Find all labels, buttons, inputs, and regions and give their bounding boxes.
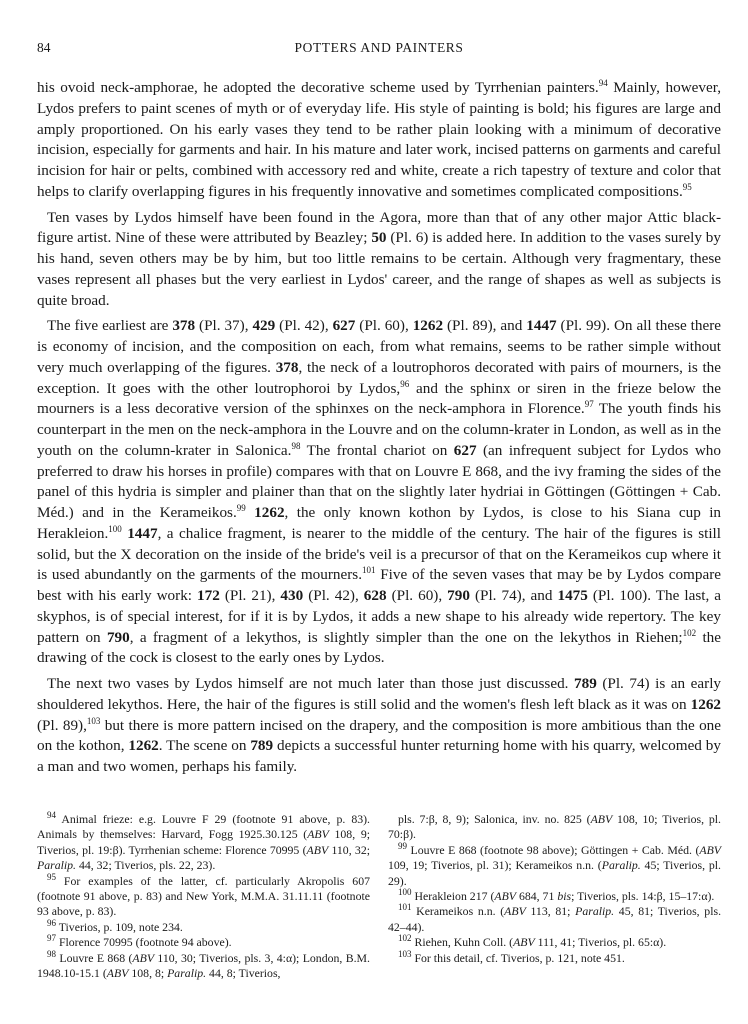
footnote-marker: 94 bbox=[598, 77, 608, 88]
catalogue-number: 790 bbox=[106, 628, 130, 646]
footnote bbox=[388, 904, 721, 935]
footnotes bbox=[37, 812, 721, 981]
text-run: 111, 41; Tiverios, pl. 65:α). bbox=[534, 935, 667, 950]
catalogue-number: 1447 bbox=[526, 317, 557, 335]
text-run: the drawing of the cock is closest to the early ones by Lydos. bbox=[37, 628, 721, 667]
text-run: (Pl. 74), and bbox=[469, 587, 558, 604]
text-run: 113, 81; bbox=[525, 904, 576, 919]
text-run: (Pl. 42), bbox=[275, 317, 333, 335]
footnote-marker: 97 bbox=[47, 933, 56, 944]
italic-text: ABV bbox=[590, 812, 613, 826]
italic-text: Paralip. bbox=[601, 858, 641, 873]
footnote-marker: 96 bbox=[400, 378, 410, 389]
footnote-marker: 99 bbox=[236, 502, 246, 513]
catalogue-number: 627 bbox=[453, 441, 477, 459]
text-run: Mainly, however, Lydos prefers to paint scenes of myth or of everyday life. His style of painting is bold; his figures are large and amply proportioned. On his early vases they tend to be rather plain looking with a minimum of decorative incision, especially for garments and hair. In his mature and later work, incised patterns on garments and careful incision for hair or pelts, combined with accessory red and white, create a rich tapestry of texture and color that helps to clarify overlapping figures in his frequently innovative and sometimes complicated compositions. bbox=[37, 79, 721, 200]
text-run: Animal frieze: e.g. Louvre F 29 (footnote 91 above, p. 83). Animals by themselves: Harvard, Fogg 1925.30.125 ( bbox=[37, 812, 370, 842]
text-run: (Pl. 99). On all these there is economy of incision, and the composition on each, from what remains, seems to be rather simple without very much overlapping of the figures. bbox=[37, 317, 722, 376]
page bbox=[37, 40, 721, 783]
italic-text: ABV bbox=[306, 842, 329, 857]
text-run: The five earliest are bbox=[47, 317, 173, 335]
footnotes-left-column bbox=[37, 812, 370, 981]
text-run: (Pl. 89), bbox=[37, 716, 87, 734]
text-run: (Pl. 89), and bbox=[443, 317, 527, 335]
footnote-marker: 99 bbox=[398, 840, 407, 851]
italic-text: Paralip. bbox=[575, 904, 615, 919]
italic-text: ABV bbox=[494, 889, 517, 904]
footnote-marker: 95 bbox=[682, 181, 692, 192]
text-run: (Pl. 37), bbox=[195, 317, 253, 335]
text-run: Riehen, Kuhn Coll. ( bbox=[411, 935, 514, 950]
italic-text: bis bbox=[557, 889, 572, 904]
text-run: , a fragment of a lekythos, is slightly simpler than the one on the lekythos in Riehen; bbox=[129, 628, 683, 646]
text-run: (an infrequent subject for Lydos who preferred to draw his horses in profile) compares with that on Louvre E 868, and the ivy framing the sides of the panel of this hydria is simpler and plainer than that on the slightly later hydriai in Göttingen (Göttingen + Cab. Méd.) and in the Kerameikos. bbox=[37, 441, 721, 521]
catalogue-number: 1262 bbox=[128, 737, 159, 755]
italic-text: ABV bbox=[106, 966, 129, 981]
text-run: (Pl. 42), bbox=[303, 587, 364, 604]
footnote bbox=[388, 840, 722, 889]
footnote bbox=[37, 871, 370, 920]
footnote-marker: 96 bbox=[47, 917, 56, 928]
italic-text: ABV bbox=[699, 842, 721, 857]
paragraph bbox=[37, 316, 721, 669]
text-run: but there is more pattern incised on the drapery, and the composition is more ambitious than the one on the kothon, bbox=[37, 716, 722, 755]
running-head: POTTERS AND PAINTERS bbox=[294, 40, 464, 55]
footnote-marker: 94 bbox=[47, 810, 56, 821]
text-run: , the neck of a loutrophoros decorated with pairs of mourners, is the exception. It goes with the other loutrophoroi by Lydos, bbox=[37, 358, 721, 397]
paragraph bbox=[37, 78, 721, 203]
footnote bbox=[388, 889, 721, 904]
catalogue-number: 172 bbox=[197, 587, 220, 604]
footnote-marker: 103 bbox=[398, 948, 412, 959]
footnote bbox=[388, 935, 721, 950]
text-run: For examples of the latter, cf. particularly Akropolis 607 (footnote 91 above, p. 83) and New York, M.M.A. 31.11.11 (footnote 93 above, p. 83). bbox=[37, 873, 370, 919]
italic-text: ABV bbox=[307, 827, 329, 842]
catalogue-number: 1262 bbox=[690, 695, 721, 713]
text-run: , the only known kothon by Lydos, is close to his Siana cup in Herakleion. bbox=[37, 504, 722, 542]
text-run: The next two vases by Lydos himself are not much later than those just discussed. bbox=[47, 675, 575, 692]
text-run: ; Tiverios, pls. 14:β, 15–17:α). bbox=[571, 889, 715, 904]
catalogue-number: 1475 bbox=[557, 587, 588, 604]
text-run: Herakleion 217 ( bbox=[411, 889, 495, 904]
catalogue-number: 378 bbox=[275, 358, 299, 376]
footnote-marker: 103 bbox=[86, 715, 101, 726]
catalogue-number: 789 bbox=[250, 737, 274, 755]
text-run: . The scene on bbox=[158, 737, 251, 755]
italic-text: ABV bbox=[513, 935, 535, 950]
footnote bbox=[37, 812, 370, 874]
text-run: For this detail, cf. Tiverios, p. 121, note 451. bbox=[411, 950, 625, 965]
text-run: (Pl. 6) is added here. In addition to the vases surely by his hand, seven others may be by him, but too little remains to be certain. Although very fragmentary, these vases represent all phases but the very earliest in Lydos' career, and the range of shapes as well as subjects is quite broad. bbox=[37, 229, 721, 309]
catalogue-number: 1262 bbox=[254, 504, 285, 521]
text-run: Ten vases by Lydos himself have been found in the Agora, more than that of any other major Attic black-figure artist. Nine of these were attributed by Beazley; bbox=[37, 208, 721, 247]
italic-text: Paralip. bbox=[167, 966, 207, 981]
footnote-marker: 102 bbox=[682, 627, 697, 638]
text-run: pls. 7:β, 8, 9); Salonica, inv. no. 825 ( bbox=[398, 812, 591, 826]
text-run: 108, 10; Tiverios, pl. 70:β). bbox=[388, 812, 721, 842]
text-run: 108, 9; Tiverios, pl. 19:β). Tyrrhenian scheme: Florence 70995 ( bbox=[37, 827, 370, 857]
text-run: , a chalice fragment, is nearer to the middle of the century. The hair of the figures is still solid, but the X decoration on the inside of the bride's veil is a precursor of that on the Kerameikos cup where it is used abundantly on the garments of the mourners. bbox=[37, 524, 721, 584]
footnote-marker: 100 bbox=[108, 523, 122, 534]
text-run: 110, 32; bbox=[328, 842, 370, 857]
text-run: 44, 32; Tiverios, pls. 22, 23). bbox=[76, 858, 216, 873]
footnote-marker: 101 bbox=[398, 902, 412, 913]
footnote-marker: 102 bbox=[398, 933, 412, 944]
italic-text: ABV bbox=[504, 904, 526, 919]
text-run: (Pl. 60), bbox=[355, 317, 413, 335]
text-run: 44, 8; Tiverios, bbox=[206, 966, 281, 981]
footnote-marker: 100 bbox=[398, 887, 412, 898]
text-run bbox=[246, 504, 254, 521]
footnote bbox=[388, 948, 721, 966]
catalogue-number: 789 bbox=[574, 675, 597, 692]
italic-text: Paralip. bbox=[37, 858, 76, 873]
italic-text: ABV bbox=[132, 950, 155, 965]
catalogue-number: 50 bbox=[371, 229, 387, 247]
page-number: 84 bbox=[37, 40, 51, 55]
text-run: Kerameikos n.n. ( bbox=[411, 904, 505, 919]
text-run: The frontal chariot on bbox=[300, 441, 454, 459]
text-run: 45; Tiverios, pl. 29). bbox=[388, 858, 722, 888]
catalogue-number: 1262 bbox=[412, 317, 444, 335]
text-run: his ovoid neck-amphorae, he adopted the decorative scheme used by Tyrrhenian painters. bbox=[37, 79, 599, 96]
paragraph bbox=[37, 208, 721, 312]
footnote bbox=[37, 917, 370, 935]
text-run: Five of the seven vases that may be by Lydos compare best with his early work: bbox=[37, 566, 721, 604]
text-run: 110, 30; Tiverios, pls. 3, 4:α); London, B.M. 1948.10-15.1 ( bbox=[37, 950, 370, 981]
footnote bbox=[388, 812, 721, 843]
catalogue-number: 790 bbox=[447, 587, 470, 604]
text-run: (Pl. 21), bbox=[219, 587, 281, 604]
text-run: 684, 71 bbox=[516, 889, 558, 904]
footnote-marker: 98 bbox=[47, 948, 56, 959]
footnote-marker: 97 bbox=[584, 399, 594, 410]
catalogue-number: 1447 bbox=[127, 524, 158, 542]
catalogue-number: 627 bbox=[332, 317, 356, 335]
catalogue-number: 430 bbox=[280, 587, 304, 604]
footnote-marker: 101 bbox=[362, 565, 376, 576]
text-run: Louvre E 868 (footnote 98 above); Göttingen + Cab. Méd. ( bbox=[407, 842, 700, 857]
footnotes-right-column bbox=[388, 812, 721, 981]
text-run: (Pl. 60), bbox=[386, 587, 448, 604]
text-run: Louvre E 868 ( bbox=[56, 950, 133, 965]
footnote bbox=[37, 948, 370, 982]
text-run: (Pl. 100). The last, a skyphos, is of special interest, for if it is by Lydos, it adds a new shape to his already wide repertory. The key pattern on bbox=[37, 587, 722, 646]
text-run: 109, 19; Tiverios, pl. 31); Kerameikos n.n. ( bbox=[388, 858, 602, 873]
body-text bbox=[37, 78, 721, 778]
page-header bbox=[37, 40, 721, 62]
text-run: and the sphinx or siren in the frieze below the mourners is a less decorative version of the sphinxes on the neck-amphora in Florence. bbox=[37, 379, 721, 418]
text-run: (Pl. 74) is an early shouldered lekythos. Here, the hair of the figures is still solid and the women's flesh left black as it was on bbox=[37, 675, 722, 713]
catalogue-number: 628 bbox=[363, 587, 387, 604]
text-run: 108, 8; bbox=[128, 966, 168, 981]
footnote bbox=[37, 935, 370, 950]
text-run: depicts a successful hunter returning home with his quarry, welcomed by a man and two women, perhaps his family. bbox=[37, 737, 721, 775]
text-run: The youth finds his counterpart in the men on the neck-amphora in the Louvre and on the column-krater in London, as well as in the youth on the column-krater in Salonica. bbox=[37, 400, 721, 459]
text-run: Florence 70995 (footnote 94 above). bbox=[56, 935, 232, 950]
text-run: Tiverios, p. 109, note 234. bbox=[56, 919, 183, 934]
text-run: 45, 81; Tiverios, pls. 42–44). bbox=[388, 904, 722, 934]
paragraph bbox=[37, 674, 721, 778]
catalogue-number: 378 bbox=[172, 317, 196, 335]
footnote-marker: 98 bbox=[291, 440, 301, 451]
footnote-marker: 95 bbox=[47, 871, 56, 882]
catalogue-number: 429 bbox=[252, 317, 276, 335]
